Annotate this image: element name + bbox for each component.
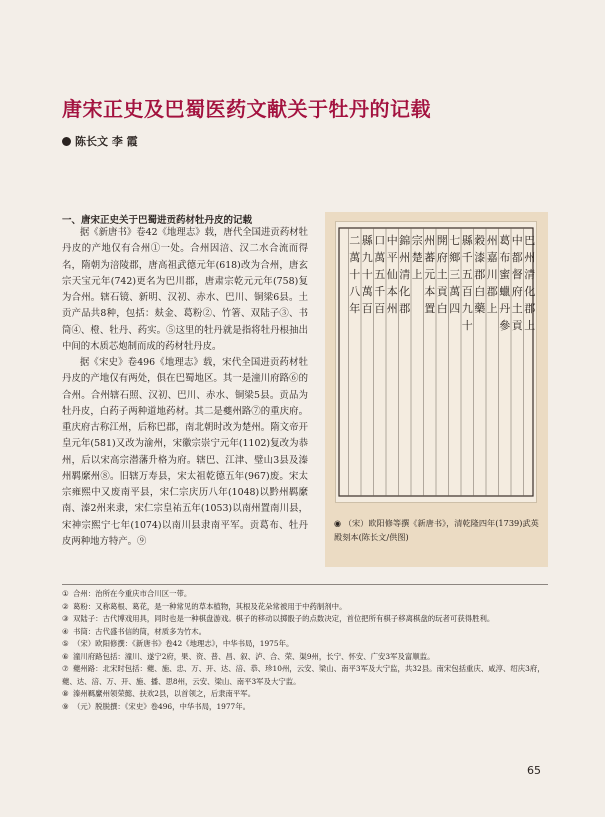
print-character: 府 [511, 285, 523, 298]
print-character: 二 [349, 234, 361, 247]
caption-text: （宋）欧阳修等撰《新唐书》，清乾隆四年(1739)武英殿刻本(陈长文/供图) [334, 518, 539, 542]
print-character: 八 [349, 285, 361, 298]
print-character: 四 [449, 302, 461, 315]
footnote [62, 688, 548, 701]
print-character: 嘉 [486, 251, 498, 264]
print-character: 五 [374, 268, 386, 281]
print-character: 清 [524, 268, 536, 281]
print-character: 上 [486, 302, 498, 315]
woodblock-print-page-image [336, 222, 536, 502]
print-character: 穀 [474, 234, 486, 247]
print-character: 上 [524, 319, 536, 332]
footnote-text: 溱州羁縻州领荣懿、扶欢2县，以首领之，后隶南平军。 [73, 689, 256, 698]
print-character: 中 [511, 234, 523, 247]
print-character: 開 [436, 234, 448, 247]
print-character: 貢 [511, 319, 523, 332]
footnote-text: 潼川府路包括：潼川、遂宁2府，果、资、普、昌、叙、泸、合、荣、渠9州，长宁、怀安、广安3军及富顺监。 [73, 651, 435, 661]
print-character: 土 [436, 268, 448, 281]
author-names: 陈长文 李 霞 [75, 135, 138, 148]
footnote-number: ⑨ [62, 701, 69, 711]
footnote-text: 葛粉：又称葛根、葛花，是一种常见的草本植物，其根及花朵常被用于中药制剂中。 [73, 601, 347, 611]
footnote-number: ⑤ [62, 639, 69, 648]
footnote-number: ② [62, 601, 69, 611]
figure-panel [325, 212, 548, 567]
print-character: 化 [524, 285, 536, 298]
print-character: 百 [374, 302, 386, 315]
print-character: 五 [461, 268, 473, 281]
print-character: 州 [386, 302, 398, 315]
print-character: 清 [399, 268, 411, 281]
print-character: 萬 [361, 285, 373, 298]
body-text [62, 225, 308, 550]
print-character: 年 [349, 302, 361, 315]
footnote-text: （元）脱脱撰：《宋史》卷496，中华书局，1977年。 [73, 701, 251, 711]
print-character: 鄉 [449, 251, 461, 264]
footnote [62, 601, 548, 614]
print-character: 口 [374, 234, 386, 247]
print-character: 置 [424, 302, 436, 315]
footnote-text: 双陆子：古代博戏用具，同时也是一种棋盘游戏。棋子的移动以掷骰子的点数决定，首位把所有棋子移离棋盘的玩者可获得胜利。 [73, 614, 495, 623]
print-character: 九 [361, 251, 373, 264]
print-character: 府 [436, 251, 448, 264]
print-character: 十 [349, 268, 361, 281]
print-character: 百 [361, 302, 373, 315]
footnote-number: ⑥ [62, 651, 69, 661]
print-character: 千 [374, 285, 386, 298]
print-character: 蠟 [499, 285, 511, 298]
author-line [62, 133, 138, 149]
print-character: 縣 [461, 234, 473, 247]
print-character: 上 [411, 268, 423, 281]
footnote-divider [62, 584, 548, 585]
print-character: 千 [461, 251, 473, 264]
print-character: 郡 [486, 285, 498, 298]
print-character: 川 [486, 268, 498, 281]
footnote [62, 638, 548, 651]
print-character: 中 [386, 234, 398, 247]
print-character: 蜜 [499, 268, 511, 281]
print-character: 平 [386, 251, 398, 264]
print-character: 楚 [411, 251, 423, 264]
print-character: 仙 [386, 268, 398, 281]
footnote-number: ④ [62, 626, 69, 636]
footnote-text: 夔州路：北宋时包括：夔、施、忠、万、开、达、涪、恭、珍10州，云安、梁山、南平3军及大宁监，共32县。南宋包括重庆、咸淳、绍庆3府，夔、达、涪、万、开、施、播、思8州，云安、梁山、南平3军及大宁监。 [62, 664, 545, 686]
footnote-number: ⑦ [62, 664, 69, 673]
footnote-number: ① [62, 589, 69, 598]
print-character: 布 [499, 251, 511, 264]
footnote [62, 701, 548, 714]
print-character: 化 [399, 285, 411, 298]
print-character: 本 [386, 285, 398, 298]
print-character: 郡 [524, 302, 536, 315]
print-character: 督 [511, 268, 523, 281]
footnote [62, 588, 548, 601]
print-character: 都 [511, 251, 523, 264]
print-character: 州 [424, 234, 436, 247]
bullet-icon [62, 137, 71, 146]
footnote-text: 书筒：古代盛书信的筒，材质多为竹木。 [73, 626, 207, 636]
footnote-text: （宋）欧阳修撰：《新唐书》卷42《地理志》，中华书局，1975年。 [73, 639, 294, 648]
print-character: 藥 [474, 302, 486, 315]
footnote [62, 613, 548, 626]
print-character: 十 [361, 268, 373, 281]
print-character: 白 [474, 285, 486, 298]
caption-mark-icon: ◉ [334, 518, 342, 528]
print-character: 錦 [399, 234, 411, 247]
print-character: 九 [461, 302, 473, 315]
article-title: 唐宋正史及巴蜀医药文献关于牡丹的记载 [62, 97, 431, 121]
print-character: 巴 [524, 234, 536, 247]
figure-caption [334, 516, 544, 544]
footnote-text: 合州：治所在今重庆市合川区一带。 [73, 589, 192, 598]
print-character: 十 [461, 319, 473, 332]
paragraph: 据《宋史》卷496《地理志》载，宋代全国进贡药材牡丹皮的产地仅有两处，俱在巴蜀地区。其一是潼川府路⑥的合州。合州辖石照、汉初、巴川、赤水、铜梁5县。贡品为牡丹皮，白药子两种道地药材。其二是夔州路⑦的重庆府。重庆府古称江州，后称巴郡，南北朝时改为楚州。隋文帝开皇元年(581)又改为渝州，宋徽宗崇宁元年(1102)复改为恭州，后以宋高宗潜藩升格为府。辖巴、江津、璧山3县及溱州羁縻州⑧。旧辖万寿县，宋太祖乾德五年(967)废。宋太宗雍熙中又废南平县，宋仁宗庆历八年(1048)以黔州羁縻南、溱2州来隶，宋仁宗皇祐五年(1053)以南州置南川县，宋神宗熙宁七年(1074)以南川县隶南平军。贡葛布、牡丹皮两种地方特产。⑨ [62, 357, 308, 547]
footnote-number: ⑧ [62, 689, 69, 698]
section-heading: 一、唐宋正史关于巴蜀进贡药材牡丹皮的记载 [62, 215, 253, 226]
footnote [62, 651, 548, 664]
page-number: 65 [527, 764, 541, 777]
footnote [62, 663, 548, 688]
print-character: 州 [399, 251, 411, 264]
print-character: 元 [424, 268, 436, 281]
print-character: 漆 [474, 251, 486, 264]
print-character: 貢 [436, 285, 448, 298]
footnote [62, 626, 548, 639]
print-character: 三 [449, 268, 461, 281]
print-character: 百 [461, 285, 473, 298]
print-character: 萬 [449, 285, 461, 298]
print-character: 宗 [411, 234, 423, 247]
print-character: 萬 [374, 251, 386, 264]
print-character: 丹 [499, 302, 511, 315]
print-character: 萬 [349, 251, 361, 264]
print-character: 白 [436, 302, 448, 315]
print-character: 郡 [474, 268, 486, 281]
print-character: 州 [524, 251, 536, 264]
print-character: 州 [486, 234, 498, 247]
print-character: 本 [424, 285, 436, 298]
print-character: 郡 [399, 302, 411, 315]
book-page-illustration [336, 222, 536, 502]
footnotes [62, 588, 548, 713]
print-character: 七 [449, 234, 461, 247]
print-character: 土 [511, 302, 523, 315]
print-character: 葛 [499, 234, 511, 247]
print-character: 參 [499, 319, 511, 332]
paragraph: 据《新唐书》卷42《地理志》载，唐代全国进贡药材牡丹皮的产地仅有合州①一处。合州因涪、汉二水合流而得名，隋朝为涪陵郡，唐高祖武德元年(618)改为合州，唐玄宗天宝元年(742)更名为巴川郡，唐肃宗乾元元年(758)复为合州。辖石镜、新明、汉初、赤水、巴川、铜梁6县。土贡产品共8种，包括：麸金、葛粉②、竹箸、双陆子③、书筒④、橙、牡丹、药实。⑤这里的牡丹就是指将牡丹根抽出中间的木质芯炮制而成的药材牡丹皮。 [62, 227, 308, 352]
print-character: 蕃 [424, 251, 436, 264]
footnote-number: ③ [62, 614, 69, 623]
print-character: 縣 [361, 234, 373, 247]
